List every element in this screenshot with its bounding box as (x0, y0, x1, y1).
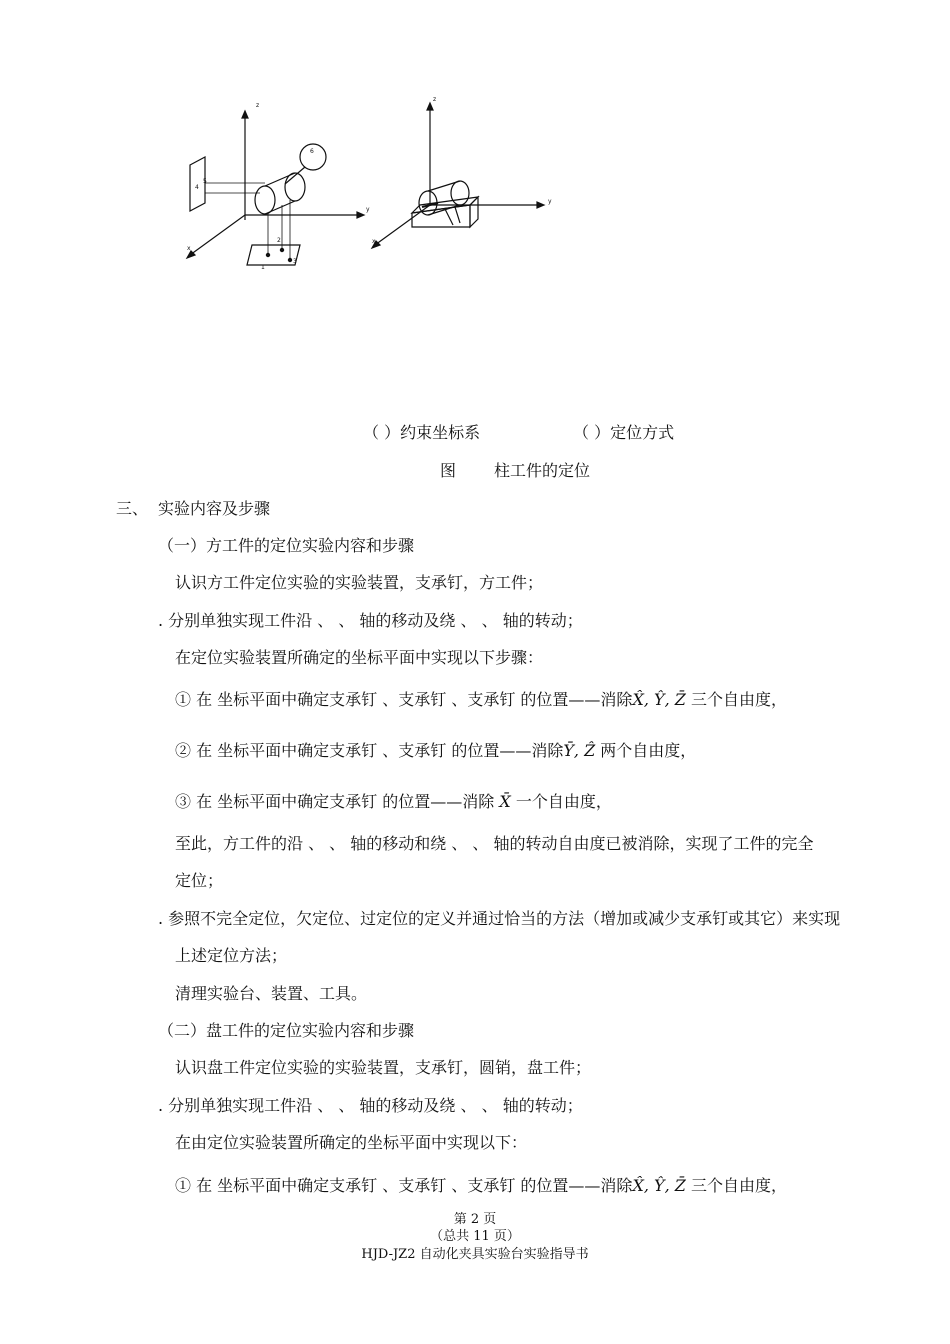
left-x-label: x (187, 245, 191, 252)
pin-label-2: 2 (277, 237, 281, 244)
left-z-label: z (256, 102, 260, 109)
part2-line-2: . 分别单独实现工件沿 、 、 轴的移动及绕 、 、 轴的转动； (158, 1096, 583, 1115)
part2-step-1-text: ① 在 坐标平面中确定支承钉 、支承钉 、支承钉 的位置——消除 (175, 1176, 633, 1195)
part1-step-3 (175, 792, 612, 812)
part1-line-4b: 定位； (175, 871, 224, 890)
part1-heading: （一）方工件的定位实验内容和步骤 (158, 536, 415, 555)
right-z-label: z (433, 96, 437, 103)
right-x-label: x (372, 238, 376, 245)
pin-label-4: 4 (195, 184, 199, 191)
subcaption-constraint-coordinates: （ ）约束坐标系 (363, 423, 481, 442)
section-title: 实验内容及步骤 (158, 499, 271, 518)
part1-step-1-text: ① 在 坐标平面中确定支承钉 、支承钉 、支承钉 的位置——消除 (175, 690, 633, 709)
subcaption-positioning-method: （ ）定位方式 (573, 423, 675, 442)
constraint-coordinate-diagram (187, 111, 364, 265)
part1-line-5b: 上述定位方法； (175, 946, 288, 965)
part1-step-3-symbols: X̄ (499, 792, 511, 811)
right-y-label: y (548, 198, 552, 205)
figure-title: 柱工件的定位 (494, 461, 591, 480)
part2-step-1-tail: 三个自由度， (685, 1176, 787, 1195)
part1-step-2 (175, 741, 696, 761)
part2-line-3: 在由定位实验装置所确定的坐标平面中实现以下： (175, 1133, 528, 1152)
part1-line-5: . 参照不完全定位，欠定位、过定位的定义并通过恰当的方法（增加或减少支承钉或其它）来实现 (158, 909, 841, 928)
part1-line-2: . 分别单独实现工件沿 、 、 轴的移动及绕 、 、 轴的转动； (158, 611, 583, 630)
part1-step-1 (175, 690, 787, 710)
part1-line-3: 在定位实验装置所确定的坐标平面中实现以下步骤： (175, 648, 544, 667)
section-number: 三、 (116, 499, 149, 518)
left-y-label: y (366, 206, 370, 213)
part1-step-1-tail: 三个自由度， (685, 690, 787, 709)
part1-step-3-tail: 一个自由度， (510, 792, 612, 811)
cylinder-positioning-figure (160, 85, 580, 285)
part1-line-1: 认识方工件定位实验的实验装置，支承钉，方工件； (175, 573, 544, 592)
part1-line-4: 至此，方工件的沿 、 、 轴的移动和绕 、 、 轴的转动自由度已被消除，实现了工件的完全 (175, 834, 814, 853)
part2-step-1-symbols: X̂, Ŷ, Z̄ (632, 1176, 686, 1195)
part1-step-2-tail: 两个自由度， (595, 741, 697, 760)
part1-line-6: 清理实验台、装置、工具。 (175, 984, 368, 1003)
part2-heading: （二）盘工件的定位实验内容和步骤 (158, 1021, 415, 1040)
part1-step-1-symbols: X̂, Ŷ, Z̄ (632, 690, 686, 709)
part1-step-2-symbols: Ȳ, Ẑ (563, 741, 596, 760)
positioning-method-diagram (372, 103, 544, 248)
pin-label-1: 1 (261, 264, 265, 271)
page-number: 第 2 页 (453, 1212, 497, 1227)
part1-step-2-text: ② 在 坐标平面中确定支承钉 、支承钉 的位置——消除 (175, 741, 564, 760)
pin-label-3: 3 (293, 258, 297, 265)
pin-label-6: 6 (310, 148, 314, 155)
pin-label-5: 5 (203, 178, 207, 185)
book-title: HJD-JZ2 自动化夹具实验台实验指导书 (361, 1247, 589, 1262)
part2-step-1 (175, 1176, 787, 1196)
part2-line-1: 认识盘工件定位实验的实验装置，支承钉，圆销，盘工件； (175, 1058, 592, 1077)
figure-label: 图 (440, 461, 457, 480)
total-pages: （总共 11 页） (430, 1229, 520, 1244)
part1-step-3-text: ③ 在 坐标平面中确定支承钉 的位置——消除 (175, 792, 500, 811)
